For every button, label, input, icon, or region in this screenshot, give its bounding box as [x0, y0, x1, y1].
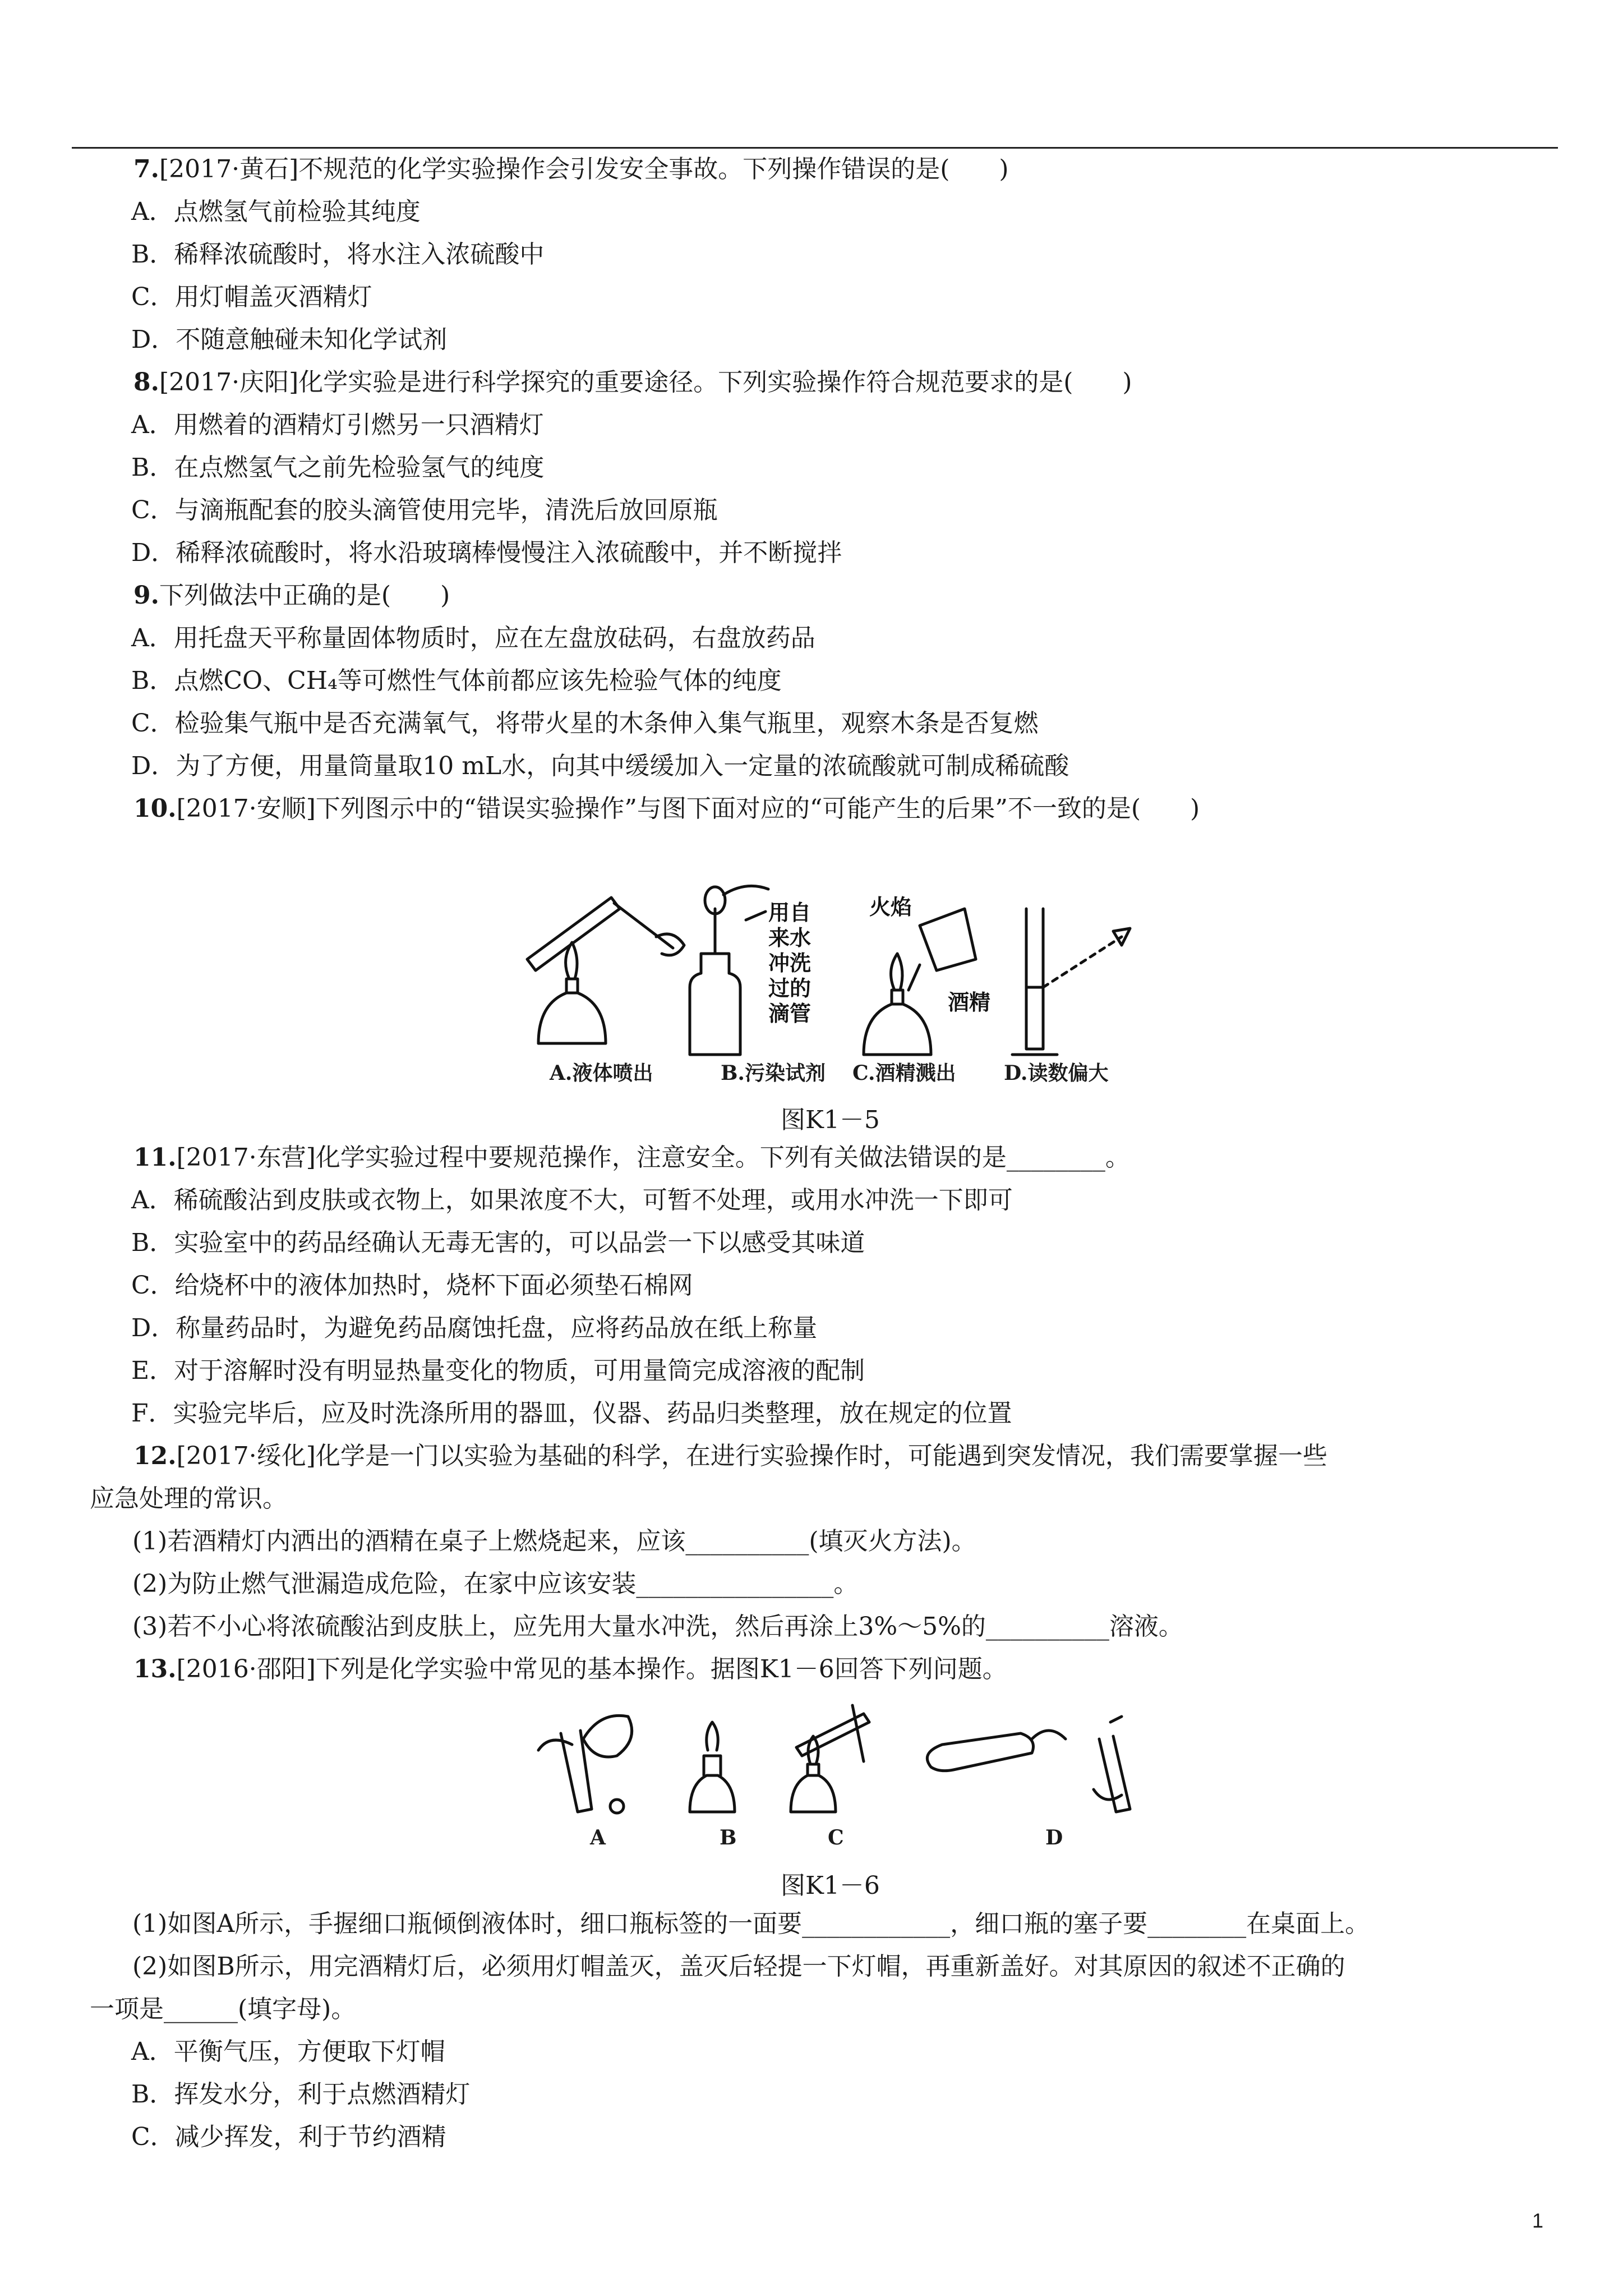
question-11-option-d: D．称量药品时，为避免药品腐蚀托盘，应将药品放在纸上称量 [131, 1314, 818, 1342]
flame-label: 火焰 [869, 894, 912, 919]
question-7-option-d: D．不随意触碰未知化学试剂 [131, 325, 448, 354]
figure-c-alcohol-lamp [864, 894, 990, 1055]
dropper-note-line-2: 来水 [768, 925, 811, 950]
question-13-option-c: C．减少挥发，利于节约酒精 [131, 2123, 446, 2151]
figure-a-pouring [538, 1715, 632, 1813]
header-rule [72, 147, 1558, 149]
question-8-option-a: A．用燃着的酒精灯引燃另一只酒精灯 [131, 411, 544, 439]
question-11-stem: 11.[2017·东营]化学实验过程中要规范操作，注意安全。下列有关做法错误的是________。 [133, 1143, 1130, 1172]
question-9-option-a: A．用托盘天平称量固体物质时，应在左盘放砝码，右盘放药品 [131, 624, 815, 652]
dropper-note-line-3: 冲洗 [768, 950, 811, 976]
question-7-stem: 7.[2017·黄石]不规范的化学实验操作会引发安全事故。下列操作错误的是( ) [133, 155, 1009, 183]
question-11-option-a: A．稀硫酸沾到皮肤或衣物上，如果浓度不大，可暂不处理，或用水冲洗一下即可 [131, 1186, 1013, 1214]
figure-k1-6-label-a: A [590, 1826, 606, 1849]
figure-c-heating-tube [791, 1705, 869, 1812]
figure-caption-k1-5: 图K1－5 [781, 1106, 880, 1134]
figure-d-graduated-cylinder [1012, 909, 1130, 1055]
question-12-stem: 12.[2017·绥化]化学是一门以实验为基础的科学，在进行实验操作时，可能遇到突发情况，我们需要掌握一些 [133, 1442, 1327, 1470]
question-7-option-a: A．点燃氢气前检验其纯度 [131, 197, 421, 226]
question-9-option-c: C．检验集气瓶中是否充满氧气，将带火星的木条伸入集气瓶里，观察木条是否复燃 [131, 709, 1039, 738]
figure-caption-k1-6: 图K1－6 [781, 1871, 880, 1900]
figure-k1-5 [505, 875, 1150, 1071]
question-8-option-b: B．在点燃氢气之前先检验氢气的纯度 [131, 453, 545, 482]
figure-k1-6-label-d: D [1045, 1826, 1063, 1849]
question-12-part-3: (3)若不小心将浓硫酸沾到皮肤上，应先用大量水冲洗，然后再涂上3%～5%的__________溶液。 [132, 1612, 1183, 1641]
question-13-stem: 13.[2016·邵阳]下列是化学实验中常见的基本操作。据图K1－6回答下列问题。 [133, 1655, 1007, 1683]
figure-label-b: B.污染试剂 [721, 1061, 826, 1085]
dropper-note-line-4: 过的 [768, 976, 811, 1001]
page-number: 1 [1532, 2209, 1543, 2232]
figure-label-a: A.液体喷出 [550, 1061, 653, 1085]
question-9-option-b: B．点燃CO、CH₄等可燃性气体前都应该先检验气体的纯度 [131, 666, 782, 695]
question-11-option-c: C．给烧杯中的液体加热时，烧杯下面必须垫石棉网 [131, 1271, 693, 1300]
question-13-option-b: B．挥发水分，利于点燃酒精灯 [131, 2080, 471, 2109]
question-13-option-a: A．平衡气压，方便取下灯帽 [131, 2037, 445, 2066]
dropper-note-line-1: 用自 [768, 900, 811, 925]
question-8-option-d: D．稀释浓硫酸时，将水沿玻璃棒慢慢注入浓硫酸中，并不断搅拌 [131, 539, 842, 567]
question-9-option-d: D．为了方便，用量筒量取10 mL水，向其中缓缓加入一定量的浓硫酸就可制成稀硫酸 [131, 752, 1069, 780]
question-7-option-b: B．稀释浓硫酸时，将水注入浓硫酸中 [131, 240, 545, 269]
figure-k1-6-label-c: C [828, 1826, 844, 1849]
question-11-option-e: E．对于溶解时没有明显热量变化的物质，可用量筒完成溶液的配制 [131, 1356, 865, 1385]
question-12-stem-continued: 应急处理的常识。 [90, 1484, 287, 1513]
question-11-option-f: F．实验完毕后，应及时洗涤所用的器皿，仪器、药品归类整理，放在规定的位置 [131, 1399, 1012, 1428]
question-11-option-b: B．实验室中的药品经确认无毒无害的，可以品尝一下以感受其味道 [131, 1228, 865, 1257]
figure-a-heating-test-tube [527, 898, 684, 1043]
question-13-part-2: (2)如图B所示，用完酒精灯后，必须用灯帽盖灭，盖灭后轻提一下灯帽，再重新盖好。对其原因的叙述不正确的 [132, 1952, 1345, 1981]
figure-label-c: C.酒精溅出 [852, 1061, 956, 1085]
figure-k1-6-label-b: B [720, 1826, 737, 1849]
question-13-part-1: (1)如图A所示，手握细口瓶倾倒液体时，细口瓶标签的一面要____________，细口瓶的塞子要________在桌面上。 [132, 1910, 1370, 1938]
question-12-part-1: (1)若酒精灯内洒出的酒精在桌子上燃烧起来，应该__________(填灭火方法)。 [132, 1527, 976, 1556]
figure-k1-6 [527, 1700, 1144, 1829]
figure-label-d: D.读数偏大 [1004, 1061, 1109, 1085]
question-10-stem: 10.[2017·安顺]下列图示中的“错误实验操作”与图下面对应的“可能产生的后果”不一致的是( ) [133, 794, 1200, 823]
question-9-stem: 9.下列做法中正确的是( ) [133, 581, 450, 610]
question-7-option-c: C．用灯帽盖灭酒精灯 [131, 283, 372, 311]
question-12-part-2: (2)为防止燃气泄漏造成危险，在家中应该安装________________。 [132, 1570, 859, 1598]
question-8-option-c: C．与滴瓶配套的胶头滴管使用完毕，清洗后放回原瓶 [131, 496, 718, 524]
figure-b-lamp-cap [690, 1722, 735, 1812]
alcohol-label: 酒精 [948, 990, 991, 1015]
question-13-part-2-continued: 一项是______(填字母)。 [90, 1995, 356, 2023]
question-8-stem: 8.[2017·庆阳]化学实验是进行科学探究的重要途径。下列实验操作符合规范要求的是( ) [133, 368, 1132, 397]
dropper-note-line-5: 滴管 [768, 1001, 811, 1026]
figure-d-hands-test-tube [927, 1717, 1130, 1812]
figure-b-dropper-bottle [690, 886, 811, 1055]
